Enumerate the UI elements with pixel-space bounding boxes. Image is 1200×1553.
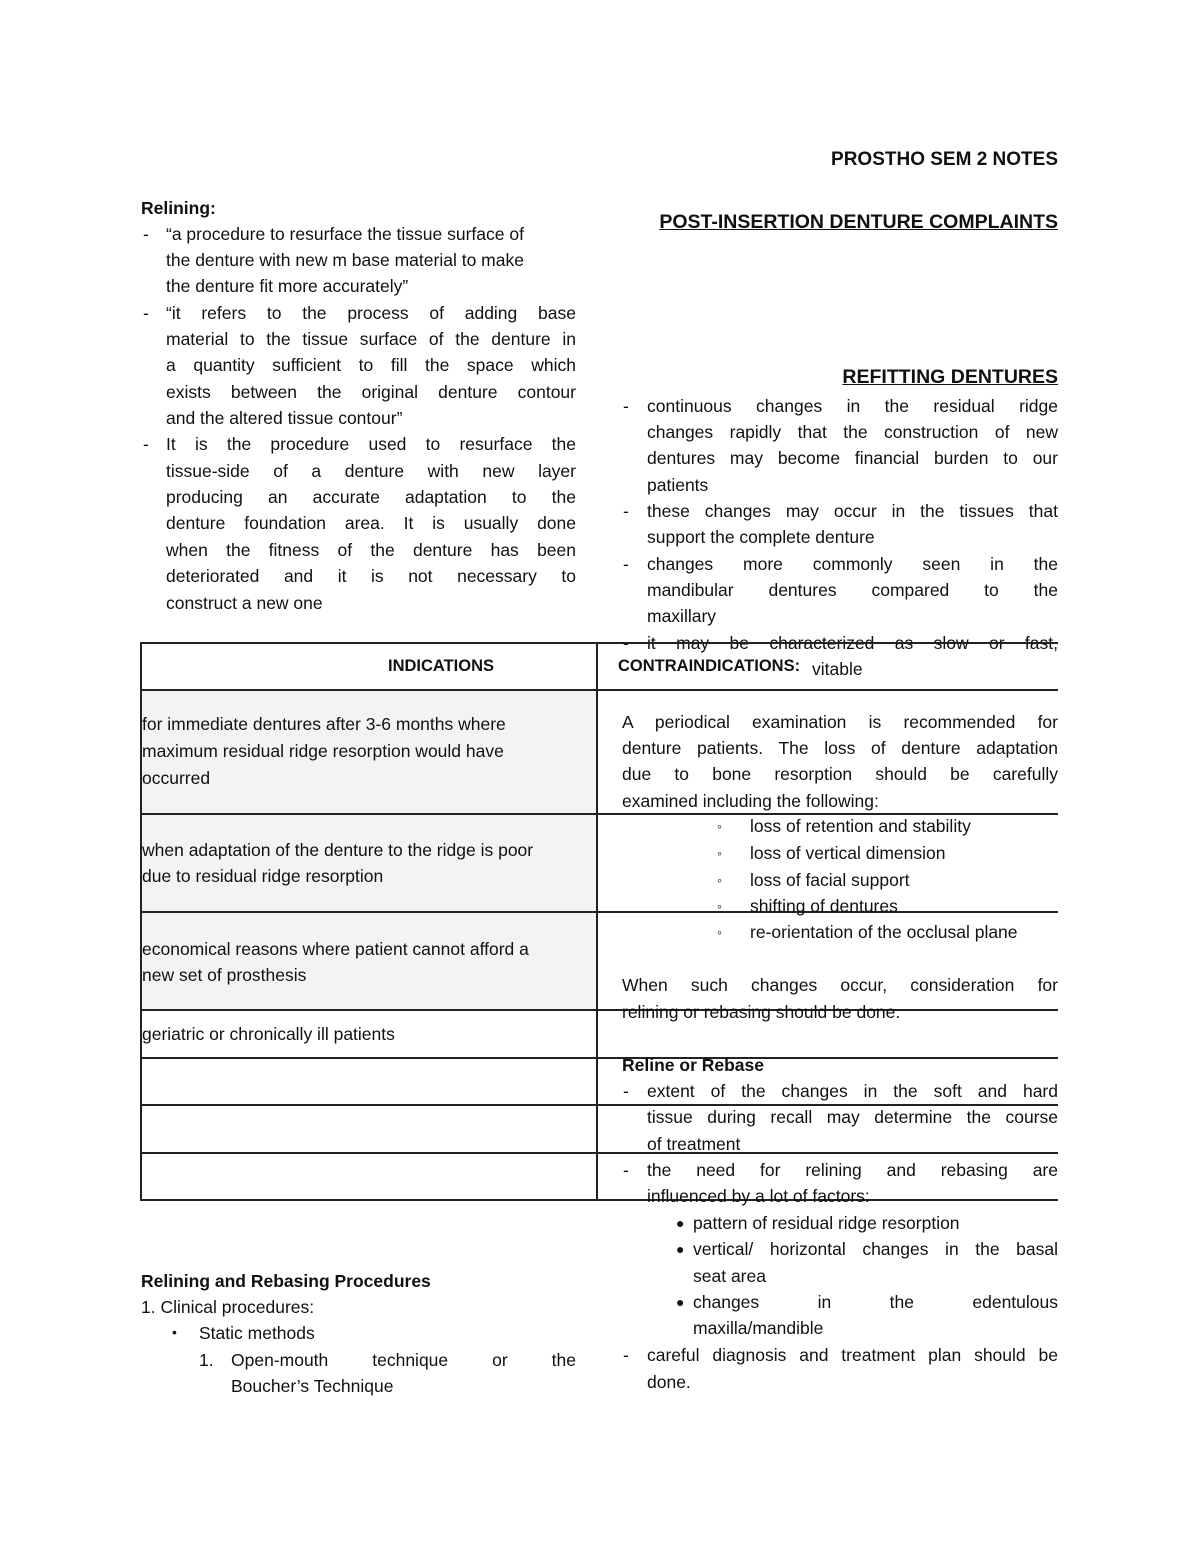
bullet-icon: ● xyxy=(676,1241,685,1257)
bullet-icon: ● xyxy=(676,1294,685,1310)
list-item: pattern of residual ridge resorption xyxy=(693,1213,960,1233)
list-item: loss of facial support xyxy=(750,870,910,890)
indications-header: INDICATIONS xyxy=(388,657,495,675)
page-title: PROSTHO SEM 2 NOTES xyxy=(831,149,1058,170)
bullet-icon: ● xyxy=(676,1215,685,1231)
circle-bullet-icon: ◦ xyxy=(717,845,722,861)
list-number: 1. xyxy=(199,1350,214,1370)
circle-bullet-icon: ◦ xyxy=(717,924,722,940)
list-item: changes in the edentulous xyxy=(693,1292,1058,1312)
circle-bullet-icon: ◦ xyxy=(717,872,722,888)
static-methods-item: Static methods xyxy=(199,1323,315,1343)
reline-heading: Reline or Rebase xyxy=(622,1055,764,1075)
list-item: loss of vertical dimension xyxy=(750,843,946,863)
list-item: vertical/ horizontal changes in the basal xyxy=(693,1239,1058,1259)
list-item: re-orientation of the occlusal plane xyxy=(750,922,1018,942)
list-item: loss of retention and stability xyxy=(750,816,971,836)
circle-bullet-icon: ◦ xyxy=(717,818,722,834)
post-insertion-heading: POST-INSERTION DENTURE COMPLAINTS xyxy=(659,211,1058,233)
procedures-heading: Relining and Rebasing Procedures xyxy=(141,1271,431,1291)
circle-bullet-icon: ◦ xyxy=(717,898,722,914)
clinical-procedures-label: 1. Clinical procedures: xyxy=(141,1297,315,1317)
open-mouth-technique: Open-mouth technique or the xyxy=(231,1350,576,1370)
refitting-heading: REFITTING DENTURES xyxy=(842,366,1058,388)
list-item: shifting of dentures xyxy=(750,896,898,916)
bullet-icon: • xyxy=(172,1324,177,1340)
relining-heading: Relining: xyxy=(141,198,216,218)
contraindications-header: CONTRAINDICATIONS: xyxy=(618,657,801,675)
